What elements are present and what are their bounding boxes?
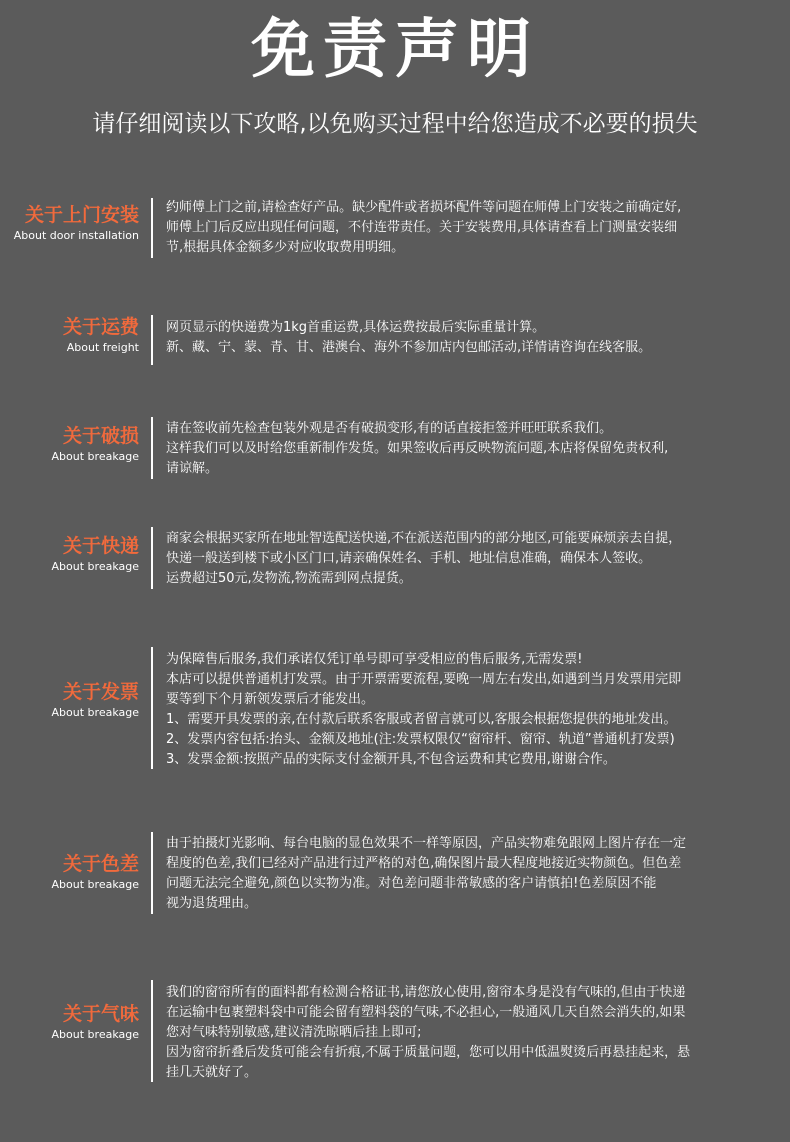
section-body [166,529,784,589]
body-line: 在运输中包裹塑料袋中可能会留有塑料袋的气味,不必担心,一般通风几天自然会消失的,如果 [166,1005,686,1020]
body-line: 请谅解。 [166,461,219,476]
body-line: 为保障售后服务,我们承诺仅凭订单号即可享受相应的售后服务,无需发票! [166,652,583,667]
body-line: 请在签收前先检查包装外观是否有破损变形,有的话直接拒签并旺旺联系我们。 [166,421,613,436]
body-line: 视为退货理由。 [166,896,258,911]
section-label [0,203,139,243]
section-subtitle: About door installation [13,229,139,242]
section-divider [151,980,153,1082]
body-line: 问题无法完全避免,颜色以实物为准。对色差问题非常敏感的客户请慎拍!色差原因不能 [166,876,657,891]
section-label [0,424,139,464]
body-line: 挂几天就好了。 [166,1065,258,1080]
section-label [0,1002,139,1042]
body-line: 本店可以提供普通机打发票。由于开票需要流程,要晚一周左右发出,如遇到当月发票用完即 [166,672,682,687]
section-subtitle: About breakage [51,878,139,891]
page-subtitle: 请仔细阅读以下攻略,以免购买过程中给您造成不必要的损失 [92,111,698,137]
page-title: 免责声明 [251,13,539,87]
body-line: 由于拍摄灯光影响、每台电脑的显色效果不一样等原因，产品实物难免跟网上图片存在一定 [166,836,687,851]
section-body [166,650,784,770]
section-body [166,318,784,358]
section-label [0,680,139,720]
section-divider [151,527,153,589]
section-subtitle: About breakage [51,706,139,719]
body-line: 要等到下个月新领发票后才能发出。 [166,692,375,707]
section-title: 关于运费 [62,316,139,338]
body-line: 运费超过50元,发物流,物流需到网点提货。 [166,571,412,586]
section-label [0,315,139,355]
body-line: 2、发票内容包括:抬头、金额及地址(注:发票权限仅“窗帘杆、窗帘、轨道”普通机打发票) [166,732,675,747]
section-body [166,198,784,258]
section-title: 关于快递 [62,535,139,557]
section-title: 关于发票 [62,681,139,703]
section-title: 关于破损 [62,425,139,447]
section-title: 关于上门安装 [24,204,139,226]
section-subtitle: About freight [66,341,139,354]
section-title: 关于气味 [62,1003,139,1025]
section-divider [151,198,153,258]
body-line: 新、藏、宁、蒙、青、甘、港澳台、海外不参加店内包邮活动,详情请咨询在线客服。 [166,340,652,355]
section-subtitle: About breakage [51,1028,139,1041]
body-line: 因为窗帘折叠后发货可能会有折痕,不属于质量问题，您可以用中低温熨烫后再悬挂起来，悬 [166,1045,691,1060]
body-line: 网页显示的快递费为1kg首重运费,具体运费按最后实际重量计算。 [166,320,546,335]
section-divider [151,417,153,479]
body-line: 快递一般送到楼下或小区门口,请亲确保姓名、手机、地址信息准确，确保本人签收。 [166,551,652,566]
body-line: 您对气味特别敏感,建议清洗晾晒后挂上即可; [166,1025,422,1040]
section-divider [151,832,153,914]
body-line: 我们的窗帘所有的面料都有检测合格证书,请您放心使用,窗帘本身是没有气味的,但由于快递 [166,985,686,1000]
body-line: 师傅上门后反应出现任何问题，不付连带责任。关于安装费用,具体请查看上门测量安装细 [166,220,678,235]
section-body [166,834,784,914]
section-subtitle: About breakage [51,560,139,573]
body-line: 商家会根据买家所在地址智选配送快递,不在派送范围内的部分地区,可能要麻烦亲去自提， [166,531,682,546]
body-line: 3、发票金额:按照产品的实际支付金额开具,不包含运费和其它费用,谢谢合作。 [166,752,616,767]
section-body [166,419,784,479]
body-line: 这样我们可以及时给您重新制作发货。如果签收后再反映物流问题,本店将保留免责权利, [166,441,669,456]
body-line: 节,根据具体金额多少对应收取费用明细。 [166,240,405,255]
section-label [0,852,139,892]
section-divider [151,647,153,769]
body-line: 约师傅上门之前,请检查好产品。缺少配件或者损坏配件等问题在师傅上门安装之前确定好, [166,200,682,215]
section-subtitle: About breakage [51,450,139,463]
body-line: 程度的色差,我们已经对产品进行过严格的对色,确保图片最大程度地接近实物颜色。但色差 [166,856,682,871]
section-body [166,983,784,1083]
body-line: 1、需要开具发票的亲,在付款后联系客服或者留言就可以,客服会根据您提供的地址发出。 [166,712,677,727]
section-label [0,534,139,574]
section-divider [151,315,153,365]
section-title: 关于色差 [62,853,139,875]
